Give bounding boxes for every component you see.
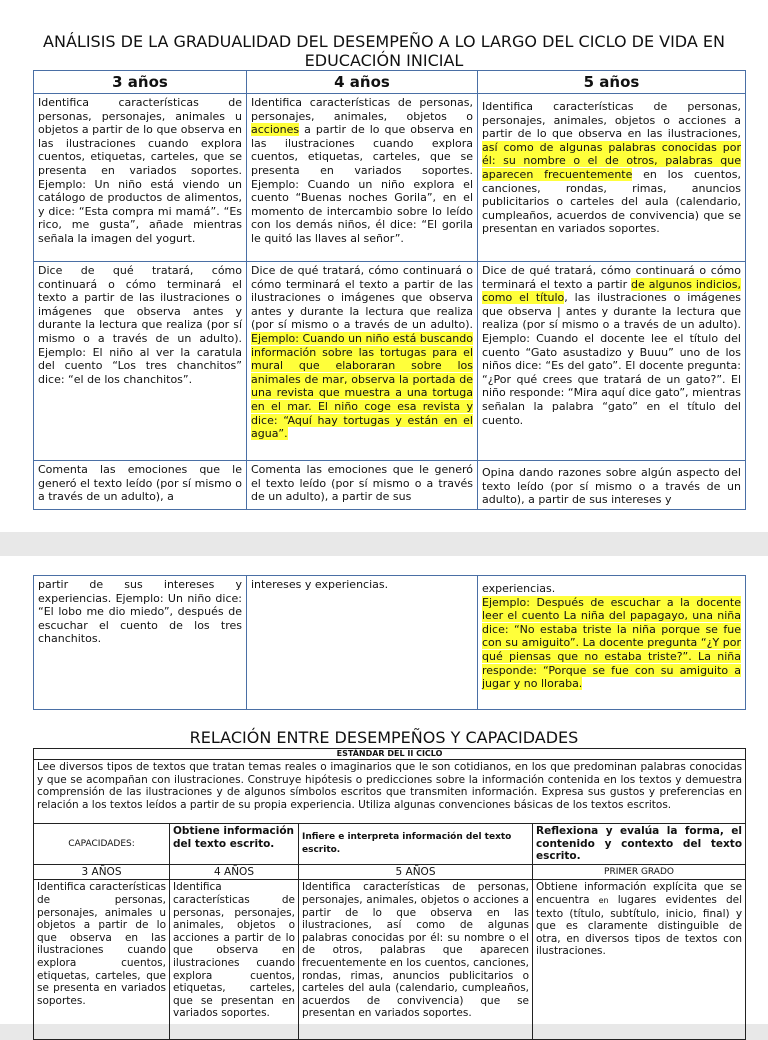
cell-3-anos-comenta-cont: partir de sus intereses y experiencias. Ejemplo: Un niño dice: “El lobo me dio miedo”, después de escuchar el cuento de los tres chanchitos. bbox=[34, 576, 247, 710]
highlight: de algunos indicios, como el título bbox=[482, 277, 742, 305]
highlight: Ejemplo: Después de escuchar a la docente leer el cuento La niña del papagayo, una niña dice: “No estaba triste la niña porque se fue con su amiguito”. La docente pregunta “¿Y por qué piensas que no estaba triste?”. La niña responde: “Porque se fue con su amiguito a jugar y no lloraba. bbox=[482, 595, 741, 691]
header-5-anos: 5 años bbox=[478, 71, 746, 94]
desempeno-4-anos: Identifica características de personas, personajes, animales, objetos o acciones a partir de lo que observa en ilustraciones cuando explora cuentos, etiquetas, carteles, que se presentan en variados soportes. bbox=[170, 880, 299, 1040]
desempeno-3-anos: Identifica características de personas, personajes, animales u objetos a partir de lo que observa en las ilustraciones cuando explora cuentos, etiquetas, carteles, que se presenta en variados soportes. bbox=[34, 880, 170, 1040]
relacion-table bbox=[33, 748, 746, 1040]
cell-4-anos-comenta: Comenta las emociones que le generó el texto leído (por sí mismo o a través de un adulto), a partir de sus bbox=[247, 461, 478, 510]
highlight: acciones bbox=[251, 123, 300, 137]
page-title bbox=[0, 32, 768, 70]
cell-3-anos-dice: Dice de qué tratará, cómo continuará o cómo terminará el texto a partir de las ilustraciones o imágenes que observa antes y durante la lectura que realiza (por sí mismo o a través de un adulto). Ejemplo: El niño al ver la caratula del cuento “Los tres chanchitos” dice: “el de los chanchitos”. bbox=[34, 262, 247, 461]
cell-4-anos-comenta-cont: intereses y experiencias. bbox=[247, 576, 478, 710]
header-4-anos: 4 años bbox=[247, 71, 478, 94]
cell-5-anos-identifica: Identifica características de personas, personajes, animales, objetos o acciones a partir de lo que observa en las ilustraciones, así como de algunas palabras conocidas por él: su nombre o el de otros, palabras que aparecen frecuentemente en los cuentos, canciones, rondas, rimas, anuncios publicitarios o carteles del aula (calendario, cumpleaños, acuerdos de convivencia) que se presentan en variados soportes. bbox=[478, 94, 746, 262]
level-primer-grado: PRIMER GRADO bbox=[533, 864, 746, 880]
capacity-obtiene: Obtiene información del texto escrito. bbox=[170, 824, 299, 865]
cell-3-anos-identifica: Identifica características de personas, personajes, animales u objetos a partir de lo que observa en las ilustraciones cuando explora cuentos, etiquetas, carteles, que se presenta en variados soportes. Ejemplo: Un niño está viendo un catálogo de productos de alimentos, y dice: “Esta compra mi mamá”. “Es rico, me gusta”, añade mientras señala la imagen del yogurt. bbox=[34, 94, 247, 262]
gradualidad-table-continued bbox=[33, 575, 746, 710]
capacities-label: CAPACIDADES: bbox=[34, 824, 170, 865]
standard-text: Lee diversos tipos de textos que tratan temas reales o imaginarios que le son cotidianos, en los que predominan palabras conocidas y que se acompañan con ilustraciones. Construye hipótesis o predicciones sobre la información contenida en los textos y demuestra comprensión de las ilustraciones y de algunos símbolos escritos que transmiten información. Expresa sus gustos y preferencias en relación a los textos leídos a partir de su propia experiencia. Utiliza algunas convenciones básicas de los textos escritos. bbox=[34, 760, 746, 824]
desempeno-primer-grado: Obtiene información explícita que se encuentra en lugares evidentes del texto (título, subtítulo, inicio, final) y que es claramente distinguible de otra, en diversos tipos de textos con ilustraciones. bbox=[533, 880, 746, 1040]
cell-4-anos-identifica: Identifica características de personas, personajes, animales, objetos o acciones a partir de lo que observa en las ilustraciones cuando explora cuentos, etiquetas, carteles, que se presenta en variados soportes. Ejemplo: Cuando un niño explora el cuento “Buenas noches Gorila”, en el momento de intercambio sobre lo leído con los demás niños, él dice: “El gorila le quitó las llaves al señor”. bbox=[247, 94, 478, 262]
cell-4-anos-dice: Dice de qué tratará, cómo continuará o cómo terminará el texto a partir de las ilustraciones o imágenes que observa antes y durante la lectura que realiza (por sí mismo o a través de un adulto). Ejemplo: Cuando un niño está buscando información sobre las tortugas para el mural que elaboraran sobre los animales de mar, observa la portada de una revista que muestra a una tortuga en el mar. El niño coge esa revista y dice: “Aquí hay tortugas y están en el agua”. bbox=[247, 262, 478, 461]
highlight: Ejemplo: Cuando un niño está buscando información sobre las tortugas para el mural que elaboraran sobre los animales de mar, observa la portada de una revista que muestra a una tortuga en el mar. El niño coge esa revista y dice: “Aquí hay tortugas y están en el agua”. bbox=[251, 331, 473, 441]
page-2 bbox=[0, 556, 768, 1024]
highlight: así como de algunas palabras conocidas por él: su nombre o el de otros, palabras que aparecen frecuentemente bbox=[482, 140, 741, 181]
level-3-anos: 3 AÑOS bbox=[34, 864, 170, 880]
cell-5-anos-dice: Dice de qué tratará, cómo continuará o cómo terminará el texto a partir de algunos indicios, como el título, las ilustraciones o imágenes que observa | antes y durante la lectura que realiza (por sí mismo o a través de un adulto). Ejemplo: Cuando el docente lee el título del cuento “Gato asustadizo y Buuu” uno de los niños dice: “Es del gato”. El docente pregunta: “¿Por qué crees que tratará de un gato?”. El niño responde: “Mira aquí dice gato”, mientras señalan la palabra “gato” en el título del cuento. bbox=[478, 262, 746, 461]
standard-label: ESTÁNDAR DEL II CICLO bbox=[34, 749, 746, 760]
desempeno-5-anos: Identifica características de personas, personajes, animales, objetos o acciones a partir de lo que observa en las ilustraciones, así como de algunas palabras conocidas por él: su nombre o el de otros, palabras que aparecen frecuentemente en los cuentos, canciones, rondas, rimas, anuncios publicitarios o carteles del aula (calendario, cumpleaños, acuerdos de convivencia) que se presentan en variados soportes. bbox=[299, 880, 533, 1040]
capacity-infiere: Infiere e interpreta información del texto escrito. bbox=[299, 824, 533, 865]
capacity-reflexiona: Reflexiona y evalúa la forma, el contenido y contexto del texto escrito. bbox=[533, 824, 746, 865]
level-5-anos: 5 AÑOS bbox=[299, 864, 533, 880]
cell-3-anos-comenta: Comenta las emociones que le generó el texto leído (por sí mismo o a través de un adulto), a bbox=[34, 461, 247, 510]
title-line-1: ANÁLISIS DE LA GRADUALIDAD DEL DESEMPEÑO A LO LARGO DEL CICLO DE VIDA EN bbox=[43, 32, 725, 51]
cell-5-anos-opina: Opina dando razones sobre algún aspecto del texto leído (por sí mismo o a través de un adulto), a partir de sus intereses y bbox=[478, 461, 746, 510]
section-title: RELACIÓN ENTRE DESEMPEÑOS Y CAPACIDADES bbox=[189, 728, 579, 747]
header-3-anos: 3 años bbox=[34, 71, 247, 94]
gradualidad-table bbox=[33, 70, 746, 510]
title-line-2: EDUCACIÓN INICIAL bbox=[304, 51, 464, 70]
level-4-anos: 4 AÑOS bbox=[170, 864, 299, 880]
cell-5-anos-opina-cont: experiencias. Ejemplo: Después de escuchar a la docente leer el cuento La niña del papagayo, una niña dice: “No estaba triste la niña porque se fue con su amiguito”. La docente pregunta “¿Y por qué piensas que no estaba triste?”. La niña responde: “Porque se fue con su amiguito a jugar y no lloraba. bbox=[478, 576, 746, 710]
